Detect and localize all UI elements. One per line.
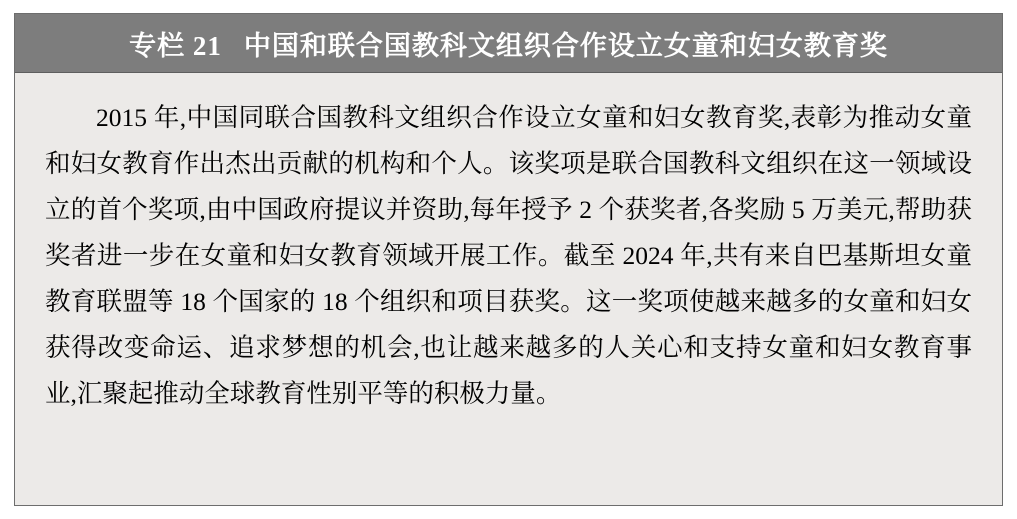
box-header-title — [129, 24, 888, 63]
box-title-text: 中国和联合国教科文组织合作设立女童和妇女教育奖 — [243, 30, 888, 61]
box-paragraph: 2015 年,中国同联合国教科文组织合作设立女童和妇女教育奖,表彰为推动女童和妇女教育作出杰出贡献的机构和个人。该奖项是联合国教科文组织在这一领域设立的首个奖项,由中国政府提议并资助,每年授予 2 个获奖者,各奖励 5 万美元,帮助获奖者进一步在女童和妇女教育领域开展工作。截至 2024 年,共有来自巴基斯坦女童教育联盟等 18 个国家的 18 个组织和项目获奖。这一奖项使越来越多的女童和妇女获得改变命运、追求梦想的机会,也让越来越多的人关心和支持女童和妇女教育事业,汇聚起推动全球教育性别平等的积极力量。 — [45, 103, 972, 408]
sidebar-box — [14, 13, 1003, 506]
box-number-label: 专栏 21 — [129, 30, 222, 61]
box-header — [15, 14, 1002, 73]
box-body — [15, 73, 1002, 505]
